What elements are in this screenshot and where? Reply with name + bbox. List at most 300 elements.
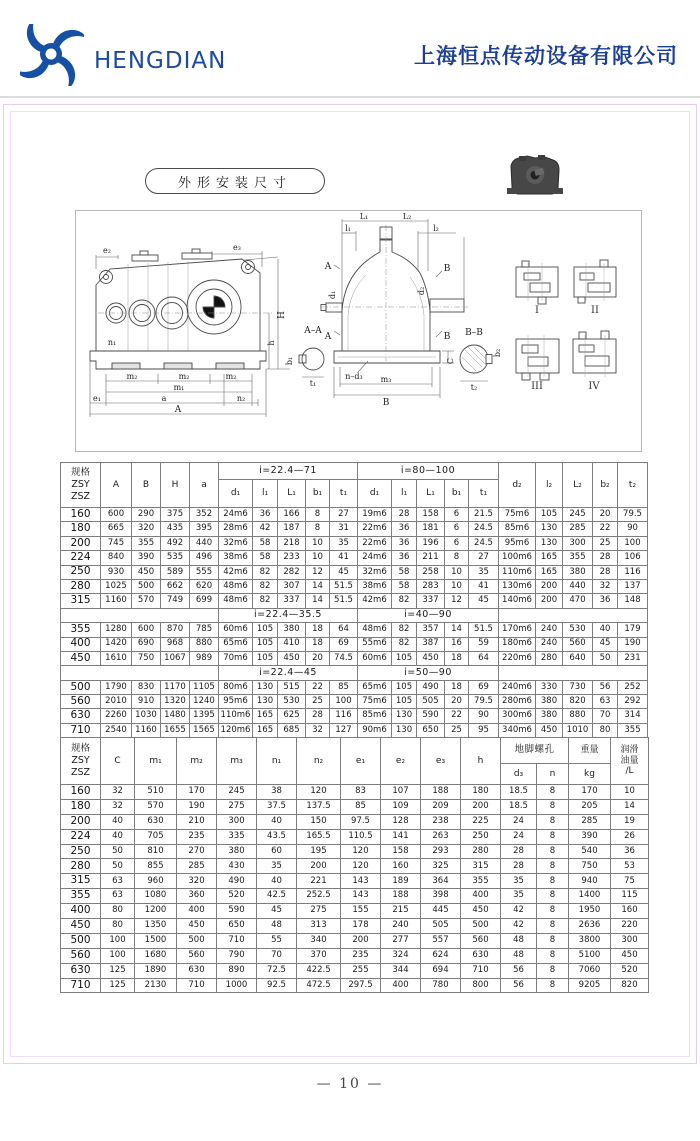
value-cell: 710 [217,933,257,948]
value-cell: 968 [161,637,190,651]
table-row [61,889,649,904]
col-header: A [101,463,132,508]
value-cell: 285 [569,814,611,829]
col-header: L₁ [278,480,306,508]
spec-cell: 280 [61,859,101,874]
value-cell: 95m6 [219,695,253,709]
spec-cell: 250 [61,844,101,859]
weight-header: 重量 [569,738,611,764]
value-cell: 293 [421,844,461,859]
dim-label-d1: d₁ [328,290,337,300]
value-cell: 32 [593,579,618,593]
value-cell: 10 [445,565,469,579]
value-cell: 165 [253,723,278,737]
value-cell: 240 [381,919,421,934]
value-cell: 600 [101,508,132,522]
value-cell: 1420 [101,637,132,651]
value-cell: 59 [469,637,499,651]
value-cell: 43.5 [257,829,297,844]
dim-label-B-bottom: B [382,398,390,408]
value-cell: 63 [593,695,618,709]
value-cell: 125 [101,978,135,993]
value-cell: 32m6 [358,565,392,579]
value-cell: 130 [392,723,417,737]
value-cell: 60m6 [358,651,392,665]
value-cell: 625 [278,709,306,723]
dim-label-l1: l₁ [345,224,351,233]
table-row [61,594,648,608]
value-cell: 280m6 [499,695,536,709]
value-cell: 80m6 [219,680,253,694]
value-cell: 75m6 [499,508,536,522]
value-cell: 215 [381,904,421,919]
value-cell: 85m6 [358,709,392,723]
value-cell: 36 [611,844,649,859]
value-cell: 1950 [569,904,611,919]
value-cell: 221 [297,874,341,889]
value-cell: 35 [469,565,499,579]
value-cell: 313 [297,919,341,934]
dim-label-L2: L₂ [402,212,412,221]
value-cell: 233 [278,551,306,565]
spec-cell: 400 [61,637,101,651]
value-cell: 28 [501,844,537,859]
value-cell: 8 [537,874,569,889]
value-cell: 41 [469,579,499,593]
value-cell: 785 [190,623,219,637]
spec-cell: 450 [61,919,101,934]
table-row [61,551,648,565]
col-header: b₁ [445,480,469,508]
value-cell: 500 [132,579,161,593]
value-cell: 292 [618,695,648,709]
value-cell: 90m6 [358,723,392,737]
value-cell: 50 [101,859,135,874]
section-title: 外形安装尺寸 [145,168,325,194]
value-cell: 120 [341,844,381,859]
value-cell: 650 [417,723,445,737]
value-cell: 2540 [101,723,132,737]
value-cell: 445 [421,904,461,919]
value-cell: 745 [101,536,132,550]
value-cell: 155 [341,904,381,919]
value-cell: 48m6 [358,623,392,637]
value-cell: 80 [101,904,135,919]
value-cell: 337 [278,594,306,608]
value-cell: 18 [445,680,469,694]
col-header: d₁ [358,480,392,508]
value-cell: 130 [253,695,278,709]
value-cell: 1610 [101,651,132,665]
table-row [61,522,648,536]
spec-cell: 355 [61,623,101,637]
value-cell: 440 [190,536,219,550]
table-row [61,829,649,844]
value-cell: 1680 [135,948,177,963]
dim-label-m2: m₂ [126,372,138,381]
value-cell: 190 [177,799,217,814]
value-cell: 1655 [161,723,190,737]
table-row [61,978,649,993]
table-row [61,723,648,737]
value-cell: 51.5 [469,623,499,637]
value-cell: 209 [421,799,461,814]
value-cell: 1320 [161,695,190,709]
value-cell: 355 [563,551,593,565]
value-cell: 340m6 [499,723,536,737]
assembly-variant-2 [574,260,616,303]
value-cell: 270 [177,844,217,859]
spec-cell: 500 [61,680,101,694]
value-cell: 263 [421,829,461,844]
col-header: b₁ [306,480,330,508]
cut-label-B: B [443,332,451,342]
value-cell: 8 [537,889,569,904]
value-cell: 21.5 [469,508,499,522]
value-cell: 19 [611,814,649,829]
value-cell: 116 [618,565,648,579]
dim-label-t1: t₁ [309,379,317,388]
value-cell: 750 [132,651,161,665]
table-row [61,680,648,694]
value-cell: 141 [381,829,421,844]
value-cell: 450 [132,565,161,579]
front-view [90,249,274,369]
value-cell: 160 [611,904,649,919]
value-cell: 180m6 [499,637,536,651]
value-cell: 1067 [161,651,190,665]
value-cell: 35 [257,859,297,874]
value-cell: 69 [469,680,499,694]
value-cell: 380 [536,695,563,709]
gearbox-photo [505,152,565,200]
section-a-a [299,348,324,377]
value-cell: 53 [611,859,649,874]
value-cell: 662 [161,579,190,593]
table-row [61,651,648,665]
value-cell: 100 [101,933,135,948]
col-header: m₃ [217,738,257,785]
table-row [61,844,649,859]
value-cell: 252 [618,680,648,694]
value-cell: 110.5 [341,829,381,844]
value-cell: 275 [297,904,341,919]
value-cell: 699 [190,594,219,608]
value-cell: 245 [217,785,257,800]
value-cell: 200 [341,933,381,948]
value-cell: 70 [257,948,297,963]
dim-label-e3: e₃ [233,243,241,252]
value-cell: 325 [421,859,461,874]
dim-label-e2: e₂ [103,246,111,255]
table-body [61,785,649,993]
value-cell: 27 [330,508,358,522]
value-cell: 178 [341,919,381,934]
weight-unit-header: kg [569,764,611,785]
value-cell: 1170 [161,680,190,694]
value-cell: 130 [253,680,278,694]
value-cell: 8 [537,785,569,800]
value-cell: 240 [536,637,563,651]
value-cell: 82 [253,579,278,593]
value-cell: 1010 [563,723,593,737]
col-header: n₁ [257,738,297,785]
value-cell: 56 [501,963,537,978]
value-cell: 600 [132,623,161,637]
value-cell: 200 [297,859,341,874]
anchor-bolt-group-header: 地脚螺孔 [501,738,569,764]
col-header: t₂ [618,463,648,508]
value-cell: 130 [392,709,417,723]
dim-label-m2: m₂ [225,372,237,381]
value-cell: 85 [330,680,358,694]
value-cell: 75 [611,874,649,889]
value-cell: 710 [177,978,217,993]
value-cell: 10 [306,536,330,550]
value-cell: 120 [297,785,341,800]
value-cell: 630 [461,948,501,963]
value-cell: 70 [593,709,618,723]
col-header: d₂ [499,463,536,508]
value-cell: 125 [101,963,135,978]
value-cell: 710 [461,963,501,978]
col-header: e₃ [421,738,461,785]
value-cell: 810 [135,844,177,859]
value-cell: 6 [445,536,469,550]
table-row [61,536,648,550]
value-cell: 195 [297,844,341,859]
cut-label-A: A [324,262,332,272]
header-row [61,738,649,764]
spec-cell: 224 [61,551,101,565]
ratio-group-header: i=22.4—71 [219,463,358,480]
value-cell: 450 [417,651,445,665]
value-cell: 535 [161,551,190,565]
value-cell: 1565 [190,723,219,737]
value-cell: 42 [501,919,537,934]
value-cell: 1000 [217,978,257,993]
value-cell: 45 [330,565,358,579]
dim-label-d2: d₂ [417,286,426,296]
company-title: 上海恒点传动设备有限公司 [414,44,678,68]
table-row [61,814,649,829]
value-cell: 90 [469,709,499,723]
value-cell: 450 [177,919,217,934]
value-cell: 24 [501,829,537,844]
value-cell: 275 [217,799,257,814]
value-cell: 48 [257,919,297,934]
value-cell: 205 [569,799,611,814]
col-header: l₁ [392,480,417,508]
value-cell: 36 [253,508,278,522]
value-cell: 40 [257,814,297,829]
value-cell: 18.5 [501,799,537,814]
col-header: e₁ [341,738,381,785]
col-header: t₁ [469,480,499,508]
value-cell: 165 [536,565,563,579]
spec-header-line: ZSY [71,755,90,767]
value-cell: 41 [330,551,358,565]
value-cell: 36 [392,536,417,550]
value-cell: 830 [132,680,161,694]
value-cell: 285 [563,522,593,536]
value-cell: 42.5 [257,889,297,904]
value-cell: 85m6 [499,522,536,536]
value-cell: 500 [177,933,217,948]
value-cell: 45 [257,904,297,919]
page-number: — 10 — [316,1076,384,1092]
value-cell: 840 [101,551,132,565]
value-cell: 82 [253,565,278,579]
value-cell: 820 [563,695,593,709]
value-cell: 220 [611,919,649,934]
value-cell: 120 [341,859,381,874]
value-cell: 400 [177,904,217,919]
section-label-AA: A–A [304,326,322,336]
table-row [61,919,649,934]
ratio-group-header: i=50—90 [358,666,499,680]
value-cell: 58 [253,551,278,565]
value-cell: 8 [537,829,569,844]
value-cell: 3800 [569,933,611,948]
value-cell: 283 [417,579,445,593]
value-cell: 55 [257,933,297,948]
spec-column-header [61,738,101,785]
assembly-variant-3 [516,335,559,380]
value-cell: 387 [417,637,445,651]
value-cell: 340 [297,933,341,948]
ratio-group-header: i=22.4—45 [219,666,358,680]
table-row [61,785,649,800]
value-cell: 1350 [135,919,177,934]
col-header: d₃ [501,764,537,785]
value-cell: 324 [381,948,421,963]
section-b-b [460,345,492,381]
value-cell: 130 [536,522,563,536]
value-cell: 64 [469,651,499,665]
value-cell: 42 [501,904,537,919]
value-cell: 570 [135,799,177,814]
value-cell: 18.5 [501,785,537,800]
value-cell: 36 [392,551,417,565]
value-cell: 32 [101,785,135,800]
value-cell: 158 [417,508,445,522]
value-cell: 2010 [101,695,132,709]
value-cell: 2130 [135,978,177,993]
value-cell: 8 [445,551,469,565]
value-cell: 820 [611,978,649,993]
spec-cell: 560 [61,948,101,963]
value-cell: 570 [132,594,161,608]
value-cell: 730 [563,680,593,694]
assembly-variant-4 [573,331,616,377]
value-cell: 10 [611,785,649,800]
value-cell: 188 [421,785,461,800]
value-cell: 355 [132,536,161,550]
col-header: n₂ [297,738,341,785]
value-cell: 300m6 [499,709,536,723]
value-cell: 179 [618,623,648,637]
col-header: n [537,764,569,785]
value-cell: 100 [618,536,648,550]
dim-label-t2: t₂ [470,383,478,392]
value-cell: 290 [132,508,161,522]
value-cell: 930 [101,565,132,579]
spec-cell: 315 [61,594,101,608]
table-head [61,463,648,508]
variant-label-3: III [531,381,543,392]
col-header: h [461,738,501,785]
pinwheel-logo-icon [20,24,84,86]
col-header: L₂ [563,463,593,508]
value-cell: 181 [417,522,445,536]
value-cell: 472.5 [297,978,341,993]
value-cell: 189 [381,874,421,889]
value-cell: 65m6 [219,637,253,651]
value-cell: 630 [135,814,177,829]
value-cell: 188 [381,889,421,904]
value-cell: 960 [135,874,177,889]
col-header: L₁ [417,480,445,508]
value-cell: 109 [381,799,421,814]
spec-cell: 200 [61,814,101,829]
value-cell: 105 [253,651,278,665]
assembly-variant-1 [516,261,558,304]
page-header [0,0,700,98]
value-cell: 50 [593,651,618,665]
spec-cell: 355 [61,889,101,904]
value-cell: 18 [306,637,330,651]
value-cell: 8 [537,904,569,919]
value-cell: 105 [392,680,417,694]
value-cell: 355 [461,874,501,889]
value-cell: 26 [611,829,649,844]
value-cell: 187 [278,522,306,536]
header-row [61,463,648,480]
spec-header-line: ZSY [71,479,90,491]
value-cell: 55m6 [358,637,392,651]
dim-label-A: A [174,405,182,415]
value-cell: 395 [190,522,219,536]
value-cell: 620 [190,579,219,593]
value-cell: 200 [536,579,563,593]
value-cell: 390 [132,551,161,565]
value-cell: 32 [101,799,135,814]
value-cell: 70m6 [219,651,253,665]
value-cell: 330 [536,680,563,694]
value-cell: 143 [341,874,381,889]
value-cell: 200 [536,594,563,608]
value-cell: 375 [161,508,190,522]
value-cell: 989 [190,651,219,665]
value-cell: 60 [257,844,297,859]
value-cell: 48m6 [219,579,253,593]
value-cell: 225 [461,814,501,829]
spec-cell: 200 [61,536,101,550]
value-cell: 25 [593,536,618,550]
table-head [61,738,649,785]
dimension-table-upper [60,462,648,738]
value-cell: 490 [217,874,257,889]
value-cell: 38 [257,785,297,800]
table-row [61,695,648,709]
dim-label-C: C [446,357,455,365]
table-row [61,637,648,651]
dim-label-n1: n₁ [107,338,117,347]
value-cell: 320 [177,874,217,889]
value-cell: 470 [563,594,593,608]
value-cell: 82 [392,637,417,651]
